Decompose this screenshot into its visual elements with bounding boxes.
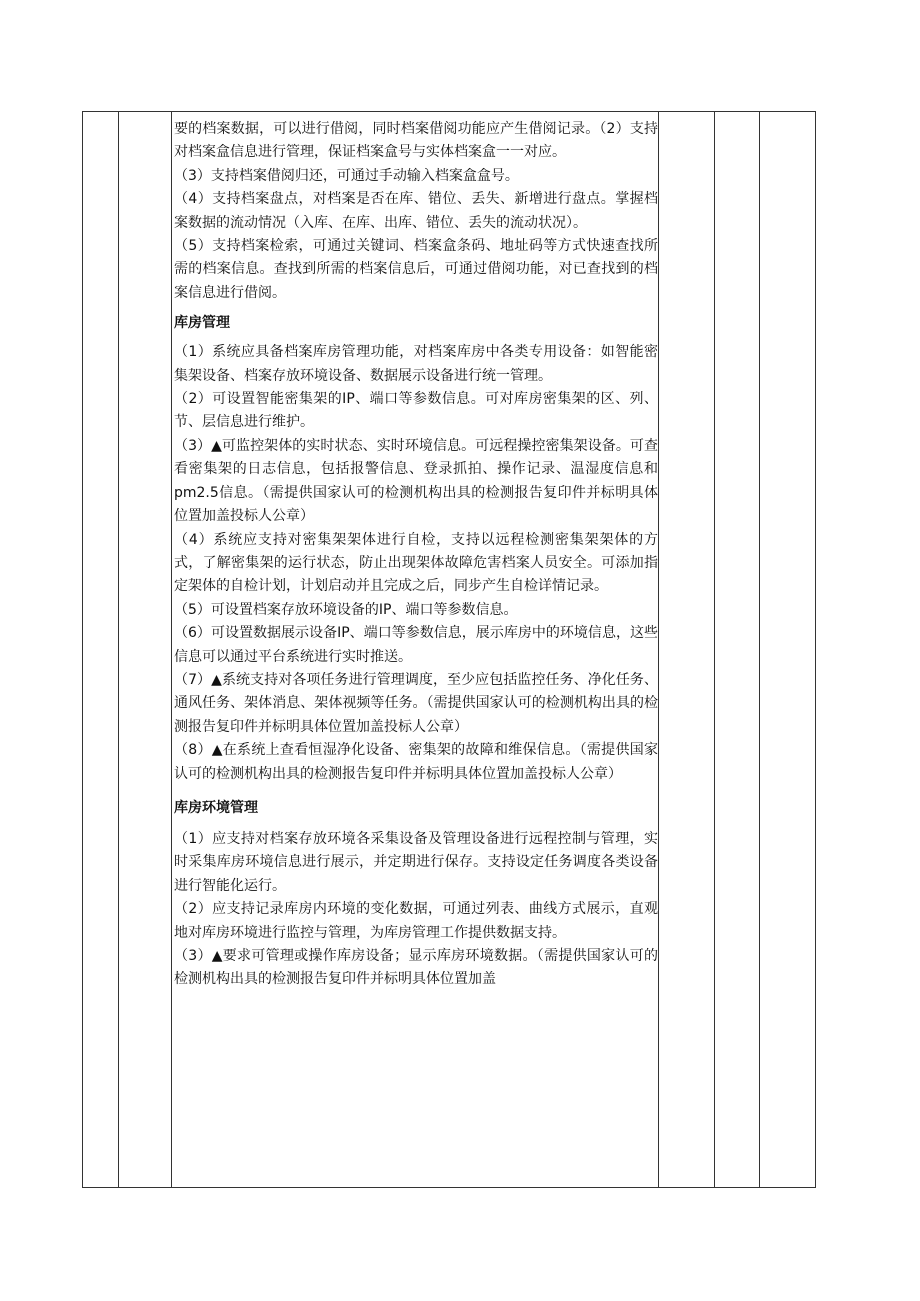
- warehouse-item: （8）▲在系统上查看恒湿净化设备、密集架的故障和维保信息。（需提供国家认可的检测机构出具的检测报告复印件并标明具体位置加盖投标人公章）: [174, 742, 658, 782]
- warehouse-item: （6）可设置数据展示设备IP、端口等参数信息，展示库房中的环境信息，这些信息可以通过平台系统进行实时推送。: [174, 625, 658, 665]
- column-divider: [714, 112, 715, 1187]
- environment-item: （1）应支持对档案存放环境各采集设备及管理设备进行远程控制与管理，实时采集库房环境信息进行展示，并定期进行保存。支持设定任务调度各类设备进行智能化运行。: [174, 830, 658, 894]
- warehouse-item: （7）▲系统支持对各项任务进行管理调度，至少应包括监控任务、净化任务、通风任务、架体消息、架体视频等任务。（需提供国家认可的检测机构出具的检测报告复印件并标明具体位置加盖投标人公章）: [174, 671, 658, 735]
- intro-paragraph: （3）支持档案借阅归还，可通过手动输入档案盒盒号。: [174, 167, 519, 184]
- warehouse-item: （2）可设置智能密集架的IP、端口等参数信息。可对库房密集架的区、列、节、层信息进行维护。: [174, 391, 658, 431]
- warehouse-item: （3）▲可监控架体的实时状态、实时环境信息。可远程操控密集架设备。可查看密集架的日志信息，包括报警信息、登录抓拍、操作记录、温湿度信息和pm2.5信息。（需提供国家认可的检测机构出具的检测报告复印件并标明具体位置加盖投标人公章）: [174, 437, 658, 525]
- column-divider: [118, 112, 119, 1187]
- section-title-warehouse-management: 库房管理: [174, 315, 230, 332]
- warehouse-item: （4）系统应支持对密集架架体进行自检，支持以远程检测密集架架体的方式，了解密集架的运行状态，防止出现架体故障危害档案人员安全。可添加指定架体的自检计划，计划启动并且完成之后，同步产生自检详情记录。: [174, 531, 658, 595]
- spec-content-cell: [174, 118, 658, 992]
- intro-paragraph: （4）支持档案盘点，对档案是否在库、错位、丢失、新增进行盘点。掌握档案数据的流动情况（入库、在库、出库、错位、丢失的流动状况）。: [174, 191, 658, 231]
- environment-item: （2）应支持记录库房内环境的变化数据，可通过列表、曲线方式展示，直观地对库房环境进行监控与管理，为库房管理工作提供数据支持。: [174, 901, 658, 941]
- requirements-table: [82, 111, 816, 1188]
- column-divider: [759, 112, 760, 1187]
- intro-paragraph: 要的档案数据，可以进行借阅，同时档案借阅功能应产生借阅记录。（2）支持对档案盒信息进行管理，保证档案盒号与实体档案盒一一对应。: [174, 121, 658, 161]
- warehouse-item: （1）系统应具备档案库房管理功能，对档案库房中各类专用设备：如智能密集架设备、档案存放环境设备、数据展示设备进行统一管理。: [174, 344, 658, 384]
- column-divider: [658, 112, 659, 1187]
- intro-paragraph: （5）支持档案检索，可通过关键词、档案盒条码、地址码等方式快速查找所需的档案信息。查找到所需的档案信息后，可通过借阅功能，对已查找到的档案信息进行借阅。: [174, 238, 658, 301]
- column-divider: [171, 112, 172, 1187]
- warehouse-item: （5）可设置档案存放环境设备的IP、端口等参数信息。: [174, 601, 518, 618]
- section-title-environment-management: 库房环境管理: [174, 799, 258, 816]
- environment-item: （3）▲要求可管理或操作库房设备；显示库房环境数据。（需提供国家认可的检测机构出具的检测报告复印件并标明具体位置加盖: [174, 948, 658, 988]
